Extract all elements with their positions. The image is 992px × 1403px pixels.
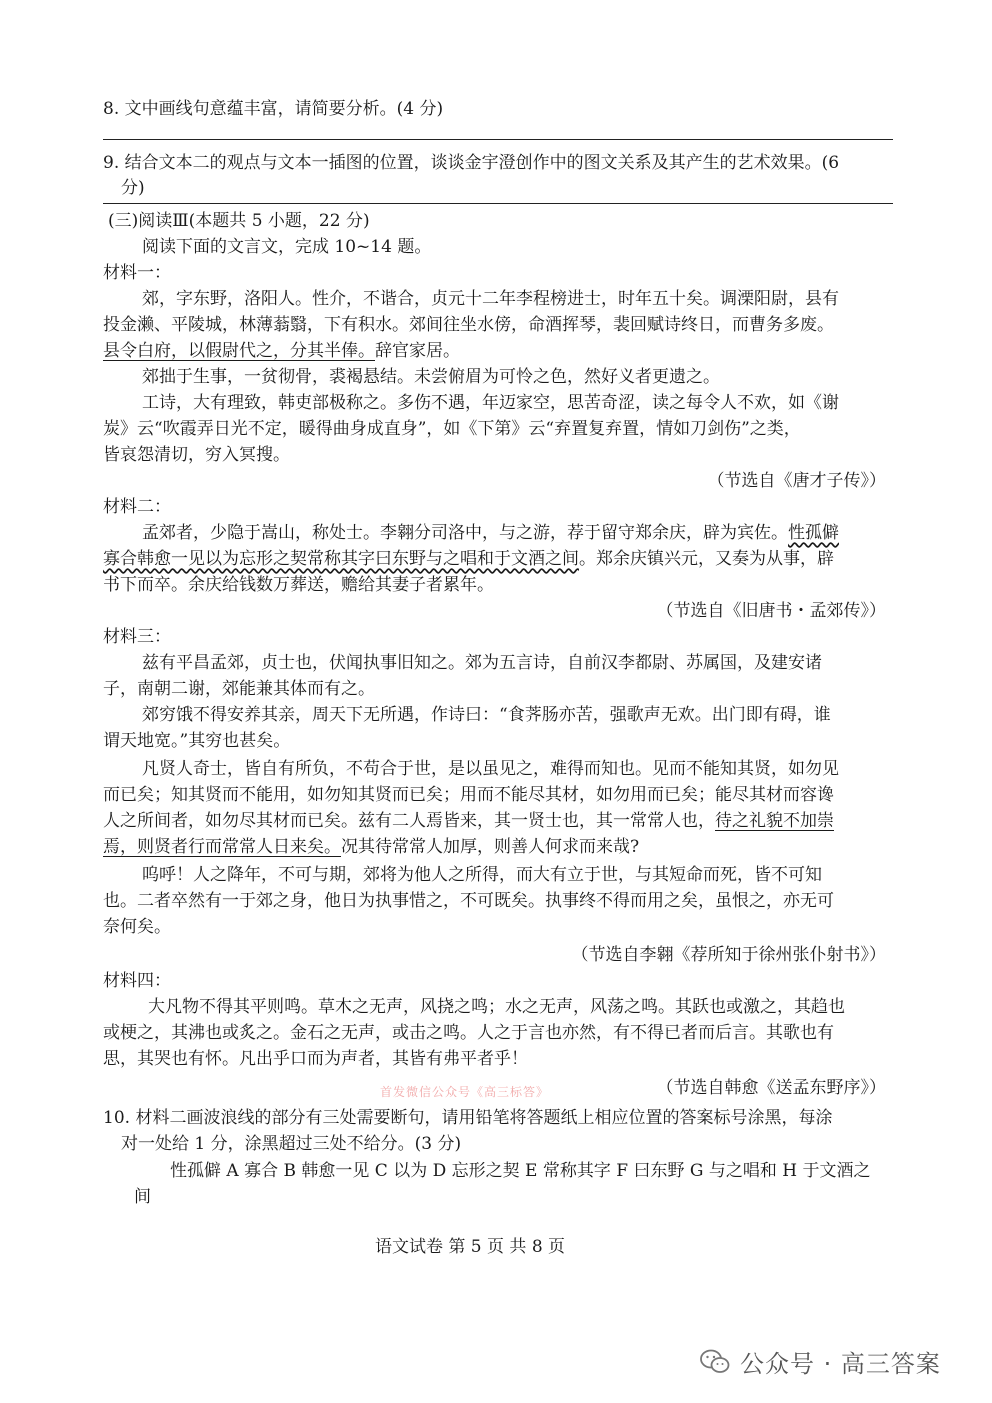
material-3-line: 谓天地宽。”其穷也甚矣。 — [103, 731, 291, 751]
divider — [103, 203, 893, 204]
material-3-text: 人之所间者，如勿尽其材而已矣。兹有二人焉皆来，其一贤士也，其一常常人也， — [103, 811, 715, 831]
material-3-line: 凡贤人奇士，皆自有所负，不苟合于世，是以虽见之，难得而知也。见而不能知其贤，如勿见 — [142, 759, 839, 779]
question-10-line1: 10. 材料二画波浪线的部分有三处需要断句，请用铅笔将答题纸上相应位置的答案标号涂黑，每涂 — [103, 1108, 833, 1128]
material-3-line: 兹有平昌孟郊，贞士也，伏闻执事旧知之。郊为五言诗，自前汉李都尉、苏属国，及建安诸 — [142, 653, 822, 673]
material-4-label: 材料四： — [103, 971, 171, 991]
section-heading: (三)阅读Ⅲ(本题共 5 小题，22 分) — [108, 211, 370, 231]
material-3-source: （节选自李翱《荐所知于徐州张仆射书》） — [571, 945, 886, 965]
wechat-icon — [700, 1349, 730, 1375]
question-9-line2: 分) — [121, 178, 145, 198]
material-3-line: 奈何矣。 — [103, 917, 171, 937]
material-3-line — [103, 808, 834, 834]
material-1-line: 投金濑、平陵城，林薄蓊翳，下有积水。郊间往坐水傍，命酒挥琴，裴回赋诗终日，而曹务多废。 — [103, 315, 834, 335]
question-10-options: 性孤僻 A 寡合 B 韩愈一见 C 以为 D 忘形之契 E 常称其字 F 曰东野 G 与之唱和 H 于文酒之 — [170, 1161, 871, 1181]
material-2-line: 书下而卒。余庆给钱数万葬送，赡给其妻子者累年。 — [103, 575, 494, 595]
material-2-text: 孟郊者，少隐于嵩山，称处士。李翱分司洛中，与之游，荐于留守郑余庆，辟为宾佐。 — [142, 523, 788, 543]
material-1-line: 皆哀怨清切，穷入冥搜。 — [103, 445, 290, 465]
material-1-text: 辞官家居。 — [375, 341, 460, 361]
watermark-text: 首发微信公众号《高三标答》 — [380, 1085, 550, 1099]
material-1-line: 工诗，大有理致，韩吏部极称之。多伤不遇，年迈家空，思苦奇涩，读之每令人不欢，如《谢 — [142, 393, 839, 413]
material-2-line — [142, 520, 839, 546]
wavy-underlined-text: 性孤僻 — [788, 523, 839, 543]
brand-text: 公众号 · 高三答案 — [740, 1350, 941, 1378]
section-instruction: 阅读下面的文言文，完成 10~14 题。 — [142, 237, 432, 257]
material-3-line: 郊穷饿不得安养其亲，周天下无所遇，作诗曰：“食荠肠亦苦，强歌声无欢。出门即有碍，谁 — [142, 705, 831, 725]
question-10-line2: 对一处给 1 分，涂黑超过三处不给分。(3 分) — [121, 1134, 462, 1154]
material-3-line: 子，南朝二谢，郊能兼其体而有之。 — [103, 679, 375, 699]
material-2-line — [103, 546, 834, 572]
material-1-line: 郊拙于生事，一贫彻骨，裘褐悬结。未尝俯眉为可怜之色，然好义者更遗之。 — [142, 367, 720, 387]
underlined-sentence: 焉，则贤者行而常常人日来矣。 — [103, 837, 341, 857]
material-4-line: 思，其哭也有怀。凡出乎口而为声者，其皆有弗平者乎！ — [103, 1049, 528, 1069]
material-4-line: 或梗之，其沸也或炙之。金石之无声，或击之鸣。人之于言也亦然，有不得已者而后言。其歌也有 — [103, 1023, 834, 1043]
material-3-line — [103, 834, 639, 860]
material-3-text: 况其待常常人加厚，则善人何求而来哉? — [341, 837, 640, 857]
underlined-sentence: 待之礼貌不加崇 — [715, 811, 834, 831]
material-1-line — [103, 338, 460, 364]
material-2-label: 材料二： — [103, 497, 171, 517]
material-3-label: 材料三： — [103, 627, 171, 647]
material-1-label: 材料一： — [103, 263, 171, 283]
question-9-line1: 9. 结合文本二的观点与文本一插图的位置，谈谈金宇澄创作中的图文关系及其产生的艺术效果。(6 — [103, 153, 840, 173]
divider — [103, 139, 893, 140]
material-4-line: 大凡物不得其平则鸣。草木之无声，风挠之鸣；水之无声，风荡之鸣。其跃也或激之，其趋也 — [148, 997, 845, 1017]
material-4-source: （节选自韩愈《送孟东野序》） — [656, 1078, 886, 1098]
footer-brand — [700, 1344, 941, 1379]
material-2-source: （节选自《旧唐书・孟郊传》） — [656, 601, 886, 621]
material-2-text: 。郑余庆镇兴元，又奏为从事，辟 — [579, 549, 834, 569]
question-10-options-cont: 间 — [134, 1187, 151, 1207]
material-3-line: 呜呼！人之降年，不可与期，郊将为他人之所得，而大有立于世，与其短命而死，皆不可知 — [142, 865, 822, 885]
material-1-source: （节选自《唐才子传》） — [707, 471, 886, 491]
material-1-line: 郊，字东野，洛阳人。性介，不谐合，贞元十二年李程榜进士，时年五十矣。调溧阳尉，县有 — [142, 289, 839, 309]
material-3-line: 也。二者卒然有一于郊之身，他日为执事惜之，不可既矣。执事终不得而用之矣，虽恨之，亦无可 — [103, 891, 834, 911]
page-footer: 语文试卷 第 5 页 共 8 页 — [375, 1237, 566, 1257]
material-3-line: 而已矣；知其贤而不能用，如勿知其贤而已矣；用而不能尽其材，如勿用而已矣；能尽其材而容谗 — [103, 785, 834, 805]
material-1-line: 炭》云“吹霞弄日光不定，暖得曲身成直身”，如《下第》云“弃置复弃置，情如刀剑伤”之类， — [103, 419, 801, 439]
underlined-sentence: 县令白府，以假尉代之，分其半俸。 — [103, 341, 375, 361]
wavy-underlined-text: 寡合韩愈一见以为忘形之契常称其字曰东野与之唱和于文酒之间 — [103, 549, 579, 569]
question-8: 8. 文中画线句意蕴丰富，请简要分析。(4 分) — [103, 99, 444, 119]
